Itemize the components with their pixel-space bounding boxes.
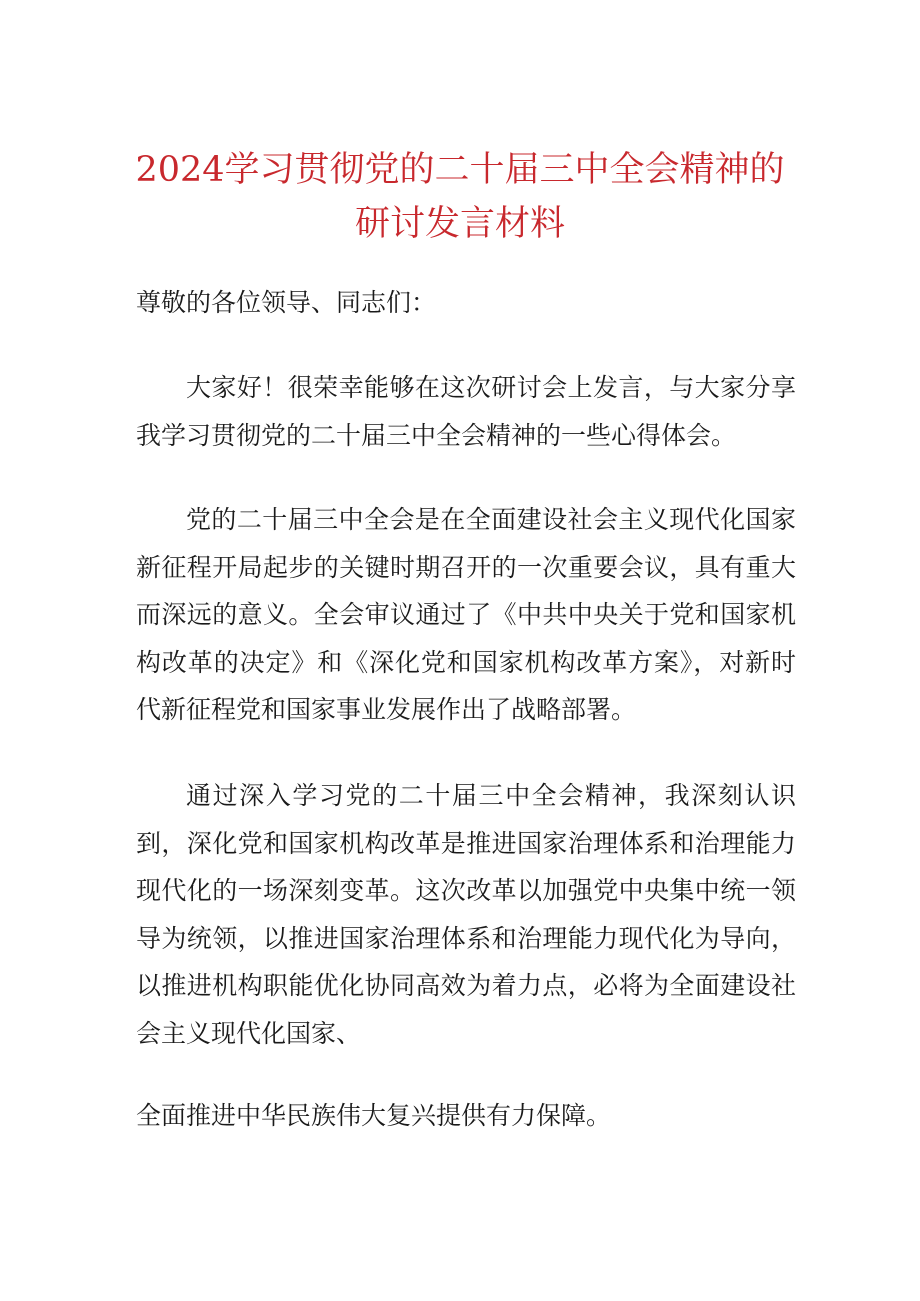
paragraph-plenum-significance: 党的二十届三中全会是在全面建设社会主义现代化国家新征程开局起步的关键时期召开的一次重要会议，具有重大而深远的意义。全会审议通过了《中共中央关于党和国家机构改革的决定》和《深化党和国家机构改革方案》，对新时代新征程党和国家事业发展作出了战略部署。 — [136, 505, 796, 725]
document-title: 2024学习贯彻党的二十届三中全会精神的研讨发言材料 — [135, 150, 785, 244]
paragraph-conclusion: 全面推进中华民族伟大复兴提供有力保障。 — [136, 1101, 612, 1130]
paragraph-greeting: 大家好！很荣幸能够在这次研讨会上发言，与大家分享我学习贯彻党的二十届三中全会精神的一些心得体会。 — [136, 373, 796, 450]
salutation: 尊敬的各位领导、同志们： — [136, 288, 437, 317]
paragraph-reform-understanding: 通过深入学习党的二十届三中全会精神，我深刻认识到，深化党和国家机构改革是推进国家治理体系和治理能力现代化的一场深刻变革。这次改革以加强党中央集中统一领导为统领，以推进国家治理体系和治理能力现代化为导向，以推进机构职能优化协同高效为着力点，必将为全面建设社会主义现代化国家、 — [136, 781, 796, 1048]
